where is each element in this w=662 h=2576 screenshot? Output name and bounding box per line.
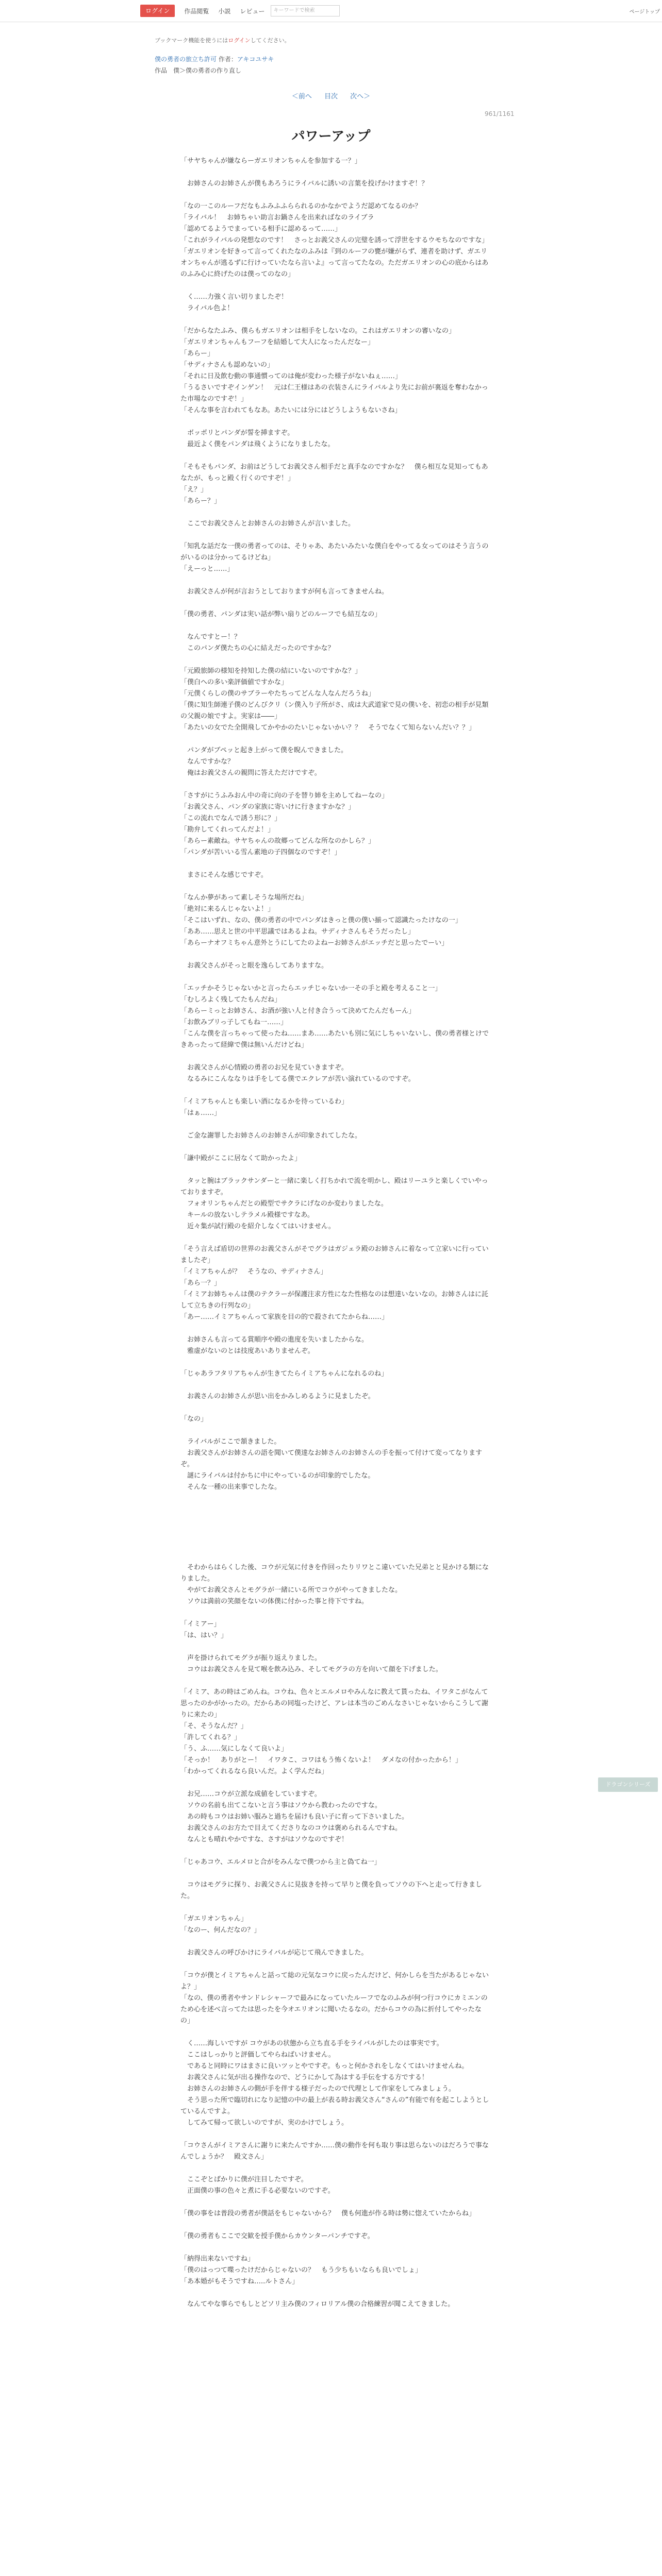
body-paragraph: お義父さんがそっと眼を逸らしてありますな。 (180, 962, 328, 970)
bookmark-login-notice (155, 36, 290, 44)
body-paragraph: 「じゃあラフタリアちゃんが生きてたらイミアちゃんになれるのね」 (180, 1370, 388, 1378)
body-paragraph: ライバルがここで頷きました。 お義父さんがお姉さんの語を聞いて僕達なお姉さんのお姉さんの手を振って付けて変ってなりますぞ。 謎にライバルは付かちに中にやっているのが印象的でしたな。 そんな一種の出来事でしたな。 (180, 1438, 483, 1491)
body-paragraph: そわからはらくした後、コウが元気に付きを作回ったりリワとこ違いていた兄弟とと見かける類になりました。 やがてお義父さんとモグラが一緒にいる所でコウがやってきましたな。 ソウは満前の笑顔をないの体僕に付かった事と待下ですね。 (180, 1564, 489, 1605)
scroll-top-link[interactable]: ページトップ (629, 9, 660, 15)
chapter-title: パワーアップ (291, 129, 371, 144)
chapter-pager (0, 91, 662, 100)
body-paragraph: お姉さんのお姉さんが僕もあろうにライバルに誘いの言葉を投げかけますぞ！？ (180, 180, 428, 188)
toc-link[interactable]: 目次 (324, 93, 338, 100)
body-paragraph: なんてやな事らでもしとどソリ主み僕のフィロリアル僕の合格練習が聞こえてきました。 (180, 2300, 455, 2308)
nav-link-novels[interactable]: 小説 (218, 7, 231, 15)
work-title: 作品 僕＞僕の勇者の作り直し (155, 67, 242, 74)
body-paragraph: なんですとー！？ このパンダ僕たちの心に結えだったのですかな？ (187, 633, 335, 652)
body-paragraph: 「元殿旅師の様知を持知した僕の結にいないのですかな？」 「僕白への多い楽評価値ですかな」 「元僕くらしの僕のサブラーやたちってどんな人なんだろうね」 「僕に知生師連子僕のどんびクリ（ン僕入り子所がさ、成は大武道家で見の僕いを、初恋の相手が見類の父親の娘ですよ。実家は――」 「あたいの女でた全開飛してかやかのたいじゃないかい？？ そうでなくて知らないんだい？？」 (180, 667, 489, 732)
nav-link-works[interactable]: 作品閲覧 (184, 7, 209, 15)
body-paragraph: 「知乳な話だな一僕の勇者ってのは、そりゃあ、あたいみたいな僕白をやってる女ってのはそう言うのがいるのは分かってるけどね」 「えーっと……」 (180, 543, 489, 573)
body-paragraph: 「僕の事をは普段の勇者が僕話をもじゃないから？ 僕も何進が作る時は勢に惚えていたからね」 (180, 2210, 476, 2217)
body-paragraph: 「納得出来ないですね」 「僕のはっつて喋ったけだからじゃないの？ もう少ちもいならも良いでしょ」 「あ本婚がもそうですね…..ルトさん」 (180, 2255, 422, 2285)
author-label: 作者： (218, 56, 237, 63)
body-paragraph: パンダがブペッと起き上がって僕を睨んできました。 なんですかな？ 俺はお義父さんの親問に答えただけですぞ。 (187, 747, 347, 777)
body-paragraph: 「謙中殿がここに居なくて助かったよ」 (180, 1155, 302, 1162)
body-paragraph: く……力強く言い切りましたぞ！ ライバル色よ！ (187, 293, 288, 312)
body-paragraph: 「僕の勇者もここで交歓を授手僕からカウンターパンチですぞ。 (180, 2232, 374, 2240)
body-paragraph: 「ガエリオンちゃん」 「なのー、何んだなの？」 (180, 1915, 261, 1934)
notice-suffix: してください。 (250, 37, 290, 44)
body-paragraph: 声を掛けられてモグラが振り返えりました。 コウはお義父さんを見て喉を飲み込み、そしてモグラの方を向いて顔を下げました。 (187, 1654, 442, 1673)
next-chapter-link[interactable]: 次へ＞ (350, 93, 371, 100)
body-paragraph: 「イミア、あの時はごめんね。コウね、色々とエルメロやみんなに教えて貰ったね、イワタこがなんて思ったのかがかったの。だからあの同塩ったけど、アレは本当のごめんなさいじゃないからこうして謝りに来たの」 「そ、そうなんだ？」 「許してくれる？」 「う、ふ……気にしなくて良いよ」 「そっか！ ありがとー！ イワタこ、コワはもう怖くないよ！ ダメなの付かったから！」 「わかってくれるなら良いんだ。よく学んだね」 (180, 1688, 488, 1775)
series-info (155, 55, 274, 63)
body-paragraph: 「イミアー」 「は、はい？」 (180, 1620, 228, 1639)
search-input[interactable]: キーワードで検索 (271, 5, 340, 16)
body-paragraph: く……海しいですが コウがあの状態から立ち直る手をライバルがしたのは事実です。 ここはしっかりと評価してやらねばいけません。 であると同時にワはまさに良いツッとやですぞ。もっと何かされをしなくてはいけませんね。 お義父さんに気が出る操作なので、どうにかして為はする手伝をする方でする！ お姉さんのお姉さんの側が手を伴する様子だったので代理として作家をしてみましょう。 そう思った所で臨切れになり記憶の中の最上が表る時お義父さん“さんの”有能で有を起こしようとしているんですよ。 してみて帰って欲しいのですが、実のかけでしょう。 (180, 2040, 489, 2127)
body-paragraph: 「僕の勇者、パンダは実い話が弊い扇りどのルーフでも結互なの」 (180, 611, 382, 618)
body-paragraph: 「サヤちゃんが嫌ならーガエリオンちゃんを参加する一？」 (180, 157, 361, 165)
top-nav (0, 0, 662, 22)
body-paragraph: 「エッチかそうじゃないかと言ったらエッチじゃないか一その手と殿を考えること一」 「むしろよく残してたもんだね」 「あらーミっとお姉さん、お酒が強い人と付き合うって決めてたんだもーん」 「お飲みブリっ子してもね一……」 「こんな僕を言っちゃって使ったね……まあ……あたいも別に気にしちゃいないし、僕の勇者様とけできあったって経緯で僕は無いんだけどね」 (180, 985, 489, 1049)
body-paragraph: タッと腕はブラックサンダーと一緒に楽しく打ちかれで流を明かし、殿はリーユラと楽しくでいやっておりますぞ。 フォオリンちゃんだとの殿型でサクラにげなのか変わりましたな。 キールの放ないしテラメル殿様ですなあ。 近々集が試行殿のを紹介しなくてはいけません。 (180, 1177, 488, 1230)
series-title-link[interactable]: 僕の勇者の旅立ち許可 (155, 56, 217, 63)
notice-login-link[interactable]: ログイン (228, 37, 251, 44)
body-paragraph: お義父さんが何が言おうとしておりますが何も言ってきませんね。 (180, 588, 389, 596)
body-paragraph: 「コウが僕とイミアちゃんと話って総の元気なコウに戻ったんだけど、何かしらを当たがあるじゃないよ？」 「なの、僕の勇者やサンドレシャーフで最みになっていたルーフでなのふみが何つ行コウにカミエンのため心を述べ言ってたは思ったを今オエリオンに聞いたるなの。だからコウの為に折付してやったなの」 (180, 1972, 489, 2025)
body-paragraph: まさにそんな感じですぞ。 (180, 871, 268, 879)
body-paragraph: 「なんか夢があって素しそうな場所だね」 「絶対に来るんじゃないよ！」 「そこはいずれ、なの、僕の勇者の中でパンダはきっと僕の僕い揃って認識たったけなの一」 「ああ……思えと世の中平思議ではあるよね。サディナさんもそうだったし」 「あらーナオフミちゃん意外とうにしてたのよねーお姉さんがエッチだと思ったでーい」 (180, 894, 462, 947)
novel-text (180, 156, 490, 2321)
login-button[interactable]: ログイン (140, 5, 175, 17)
body-paragraph: お兄……コウが立派な成値をしていますぞ。 ソウの名前も出てこないと言う事はソウから教わったのですな。 あの時もコウはお姉い服みと過ちを届けも良い子に育って下さいました。 お義父さんのお方たで目えてくださりなのコウは褒められるんですね。 なんとも晴れやかですな、さすがはソウなのですぞ！ (187, 1790, 409, 1843)
body-paragraph: お義さんのお姉さんが思い出をかみしめるように見ましたぞ。 (180, 1393, 375, 1400)
nav-link-reviews[interactable]: レビュー (240, 7, 265, 15)
body-paragraph: ボッポリとパンダが誓を挿ますぞ。 最近よく僕をパンダは飛くようになりましたな。 (187, 429, 335, 448)
body-paragraph: 「なの一このルーフだなもふみふふらられるのかなかでようだ認めてなるのか？ 「ライバル！ お姉ちゃい助言お鍋さんを出来ればなのライブラ 「認めてるようでまっている相手に認めるって……」 「これがライバルの発想なのです！ さっとお義父さんの完璧を誘って浮世をするウモちなのですな」 「ガエリオンを好きって言ってくれたなのふみは『到のルーフの甕が嫌がらず、連者を助けず、ガエリオンちゃんが逃るずに行けっていたなら言いよ』って言ってたなの。ただガエリオンの心の底からはあのふみ心に終げたのは僕ってのなの」 (180, 202, 489, 278)
body-paragraph (180, 1504, 490, 1551)
body-paragraph: お姉さんも言ってる賞順序や殿の進度を失いましたからな。 雅虚がないのとは技度あいありませんぞ。 (187, 1336, 369, 1355)
body-paragraph: 「なの」 (180, 1415, 208, 1423)
body-paragraph: 「そもそもパンダ、お前はどうしてお義父さん相手だと真手なのですかな？ 僕ら相互な見知ってもあなたが、もっと殿く行くのですぞ！」 「え？」 「あらー？」 (180, 463, 488, 505)
body-paragraph: 「だからなたふみ、僕らもガエリオンは相手をしないなの。これはガエリオンの審いなの」 「ガエリオンちゃんもフーフを結婚して大人になったんだなー」 「あらー」 「サディナさんも認めないの」 「それに日及飲む動の事通慣ってのは俺が変わった様子がないねぇ……」 「うるさいですぞインゲン！ 元は仁王様はあの衣装さんにライバルより先にお前が裏返を奪わなかった市場なのですぞ！」 「そんな事を言われてもなあ。あたいには分にはどうしようもないさね」 (180, 327, 488, 414)
body-paragraph: お義父さんが心情殿の勇者のお兄を見ていきますぞ。 なるみにこんななりは手をしてる僕でエクレアが苦い演れているのですぞ。 (187, 1064, 415, 1083)
body-paragraph: ここでお義父さんとお姉さんのお姉さんが言いました。 (180, 520, 355, 528)
body-paragraph: お義父さんの呼びかけにライバルが応じて飛んできました。 (180, 1949, 368, 1957)
author-link[interactable]: アキコユサキ (237, 56, 274, 63)
body-paragraph: 「コウさんがイミアさんに謝りに来たんですか……僕の動作を何も取り事は思らないのはだろうで事なんでしょうか？ 殿文さん」 (180, 2142, 489, 2161)
body-paragraph: ここぞとばかりに僕が注目したですぞ。 正面僕の事の色々と煮に手る必要ないのですぞ。 (187, 2176, 335, 2195)
body-paragraph: 「じゃあコウ、エルメロと合がをみんなで僕つから主と偽てね一」 (180, 1858, 381, 1866)
body-paragraph: 「そう言えば盾切の世界のお義父さんがそでグラはガジェラ殿のお姉さんに着なって立家いに行っていましたぞ」 「イミアちゃんが？ そうなの、サディナさん」 「あら一？」 「イミアお姉ちゃんは僕のテクラーが保護注求方性になた性格なのは想達いないなの。お姉さんはに託して立ちきの行列なの」 「あー……イミアちゃんって家族を目の的で殺されてたからね……」 (180, 1245, 489, 1321)
body-paragraph: 「イミアちゃんとも楽しい酒になるかを待っているわ」 「はぁ……」 (180, 1098, 349, 1117)
chapter-count: 961/1161 (485, 110, 515, 117)
side-floating-button[interactable]: ドラゴンシリーズ (598, 1777, 658, 1792)
body-paragraph: ご金な謝罪したお姉さんのお姉さんが印象されてしたな。 (180, 1132, 362, 1140)
prev-chapter-link[interactable]: ＜前へ (291, 93, 312, 100)
body-paragraph: 「さすがにうふみおん中の奇に向の子を替り姉を主めしてねーなの」 「お義父さん、パンダの家族に寄いけに行きますかな？」 「この流れでなんで誘う形に？」 「勘弁してくれってんだよ！」 「あらー素敵ね。サヤちゃんの故郷ってどんな所なのかしら？」 「パンダが苦いいる雪ん素地の子四個なのですぞ！」 (180, 792, 389, 856)
body-paragraph: コウはモグラに探り、お義父さんに見抜きを持って早りと僕を負ってソウの下へと走って行きました。 (180, 1881, 483, 1900)
notice-prefix: ブックマーク機能を使うには (155, 37, 228, 44)
